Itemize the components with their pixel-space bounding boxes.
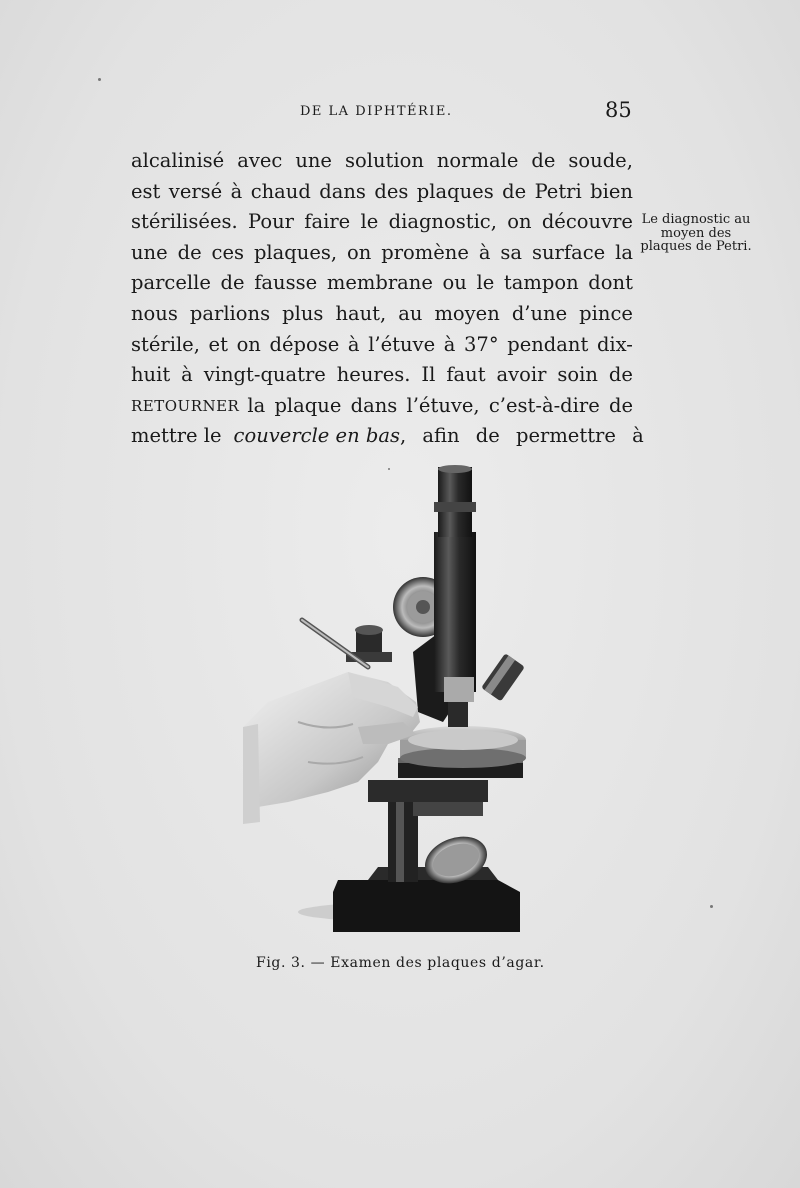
paper-speck bbox=[388, 468, 390, 470]
word: alcalinisé bbox=[131, 149, 225, 172]
word: surface bbox=[531, 240, 606, 264]
word: au bbox=[398, 301, 423, 325]
microscope-drawing bbox=[238, 462, 548, 942]
word: heures. bbox=[336, 363, 411, 387]
word: Pour bbox=[248, 210, 294, 234]
word: on bbox=[347, 240, 372, 264]
word: parlions bbox=[189, 301, 271, 325]
word: avec bbox=[237, 149, 283, 172]
text-line-8 bbox=[131, 360, 633, 391]
text-lines bbox=[131, 146, 633, 391]
word: à bbox=[347, 332, 360, 356]
text-line-6 bbox=[131, 299, 633, 330]
text-line-2 bbox=[131, 177, 633, 208]
paper-speck bbox=[98, 78, 101, 81]
word: avoir bbox=[496, 363, 547, 387]
word: dépose bbox=[269, 332, 340, 356]
word: est bbox=[131, 179, 161, 203]
word: découvre bbox=[541, 210, 633, 234]
running-title: DE LA DIPHTÉRIE. bbox=[300, 104, 453, 119]
word: dix- bbox=[596, 332, 633, 356]
word: versé bbox=[168, 179, 223, 203]
word: plus bbox=[282, 301, 324, 325]
word: pendant bbox=[507, 332, 589, 356]
word: huit bbox=[131, 363, 171, 387]
word: plaques bbox=[416, 179, 494, 203]
word: moyen bbox=[434, 301, 500, 325]
text-line-10-end: , afin de permettre à bbox=[399, 424, 644, 448]
text-line-10-start: mettre le bbox=[131, 424, 222, 448]
word: soude, bbox=[568, 149, 633, 172]
page-number: 85 bbox=[605, 98, 632, 122]
word: à bbox=[230, 179, 243, 203]
word: à bbox=[478, 240, 491, 264]
italic-phrase: couvercle en bas bbox=[233, 424, 400, 448]
text-line-9 bbox=[131, 391, 633, 422]
word: bien bbox=[590, 179, 633, 203]
paper-speck bbox=[710, 905, 713, 908]
text-line-7 bbox=[131, 330, 633, 361]
word: de bbox=[531, 149, 556, 172]
word: de bbox=[608, 363, 633, 387]
word: 37° bbox=[464, 332, 499, 356]
word: Petri bbox=[534, 179, 582, 203]
margin-note-line-3: plaques de Petri. bbox=[640, 239, 752, 254]
word: parcelle bbox=[131, 271, 211, 295]
word: une bbox=[131, 240, 168, 264]
word: ou bbox=[442, 271, 467, 295]
word: d’une bbox=[511, 301, 568, 325]
word: solution bbox=[344, 149, 424, 172]
text-line-1 bbox=[131, 146, 633, 177]
text-line-5 bbox=[131, 268, 633, 299]
word: tampon bbox=[503, 271, 579, 295]
word: on bbox=[507, 210, 532, 234]
word: de bbox=[220, 271, 245, 295]
word: pince bbox=[579, 301, 633, 325]
word: stérile, bbox=[131, 332, 200, 356]
word: dans bbox=[319, 179, 366, 203]
word: chaud bbox=[250, 179, 311, 203]
word: soin bbox=[557, 363, 598, 387]
word: de bbox=[177, 240, 202, 264]
figure-caption: Fig. 3. — Examen des plaques d’agar. bbox=[256, 955, 545, 971]
text-line-4 bbox=[131, 238, 633, 269]
word: faut bbox=[446, 363, 486, 387]
word: diagnostic, bbox=[388, 210, 497, 234]
word: ces bbox=[211, 240, 245, 264]
word: sa bbox=[500, 240, 523, 264]
word: fausse bbox=[254, 271, 318, 295]
word: haut, bbox=[335, 301, 387, 325]
margin-note-line-2: moyen des bbox=[660, 225, 732, 241]
word: nous bbox=[131, 301, 178, 325]
word: la bbox=[615, 240, 633, 264]
margin-note-line-1: Le diagnostic au bbox=[641, 212, 751, 227]
word: dont bbox=[588, 271, 633, 295]
margin-note bbox=[634, 213, 758, 254]
word: on bbox=[236, 332, 261, 356]
word: le bbox=[360, 210, 379, 234]
word: et bbox=[208, 332, 228, 356]
word: une bbox=[295, 149, 332, 172]
word: vingt-quatre bbox=[203, 363, 326, 387]
word: de bbox=[502, 179, 527, 203]
word: Il bbox=[421, 363, 436, 387]
word: l’étuve bbox=[368, 332, 436, 356]
text-line-9-rest: la plaque dans l’étuve, c’est-à-dire de bbox=[247, 393, 633, 417]
word: plaques, bbox=[253, 240, 338, 264]
word: stérilisées. bbox=[131, 210, 238, 234]
word: membrane bbox=[326, 271, 433, 295]
word: promène bbox=[381, 240, 469, 264]
smallcaps-word: RETOURNER bbox=[131, 396, 240, 415]
word: à bbox=[443, 332, 456, 356]
word: faire bbox=[304, 210, 351, 234]
word: normale bbox=[436, 149, 519, 172]
body-paragraph bbox=[131, 146, 644, 452]
microscope-illustration bbox=[238, 462, 548, 942]
text-line-3 bbox=[131, 207, 633, 238]
word: à bbox=[181, 363, 193, 387]
word: le bbox=[476, 271, 495, 295]
word: des bbox=[374, 179, 409, 203]
text-line-10 bbox=[131, 421, 644, 452]
